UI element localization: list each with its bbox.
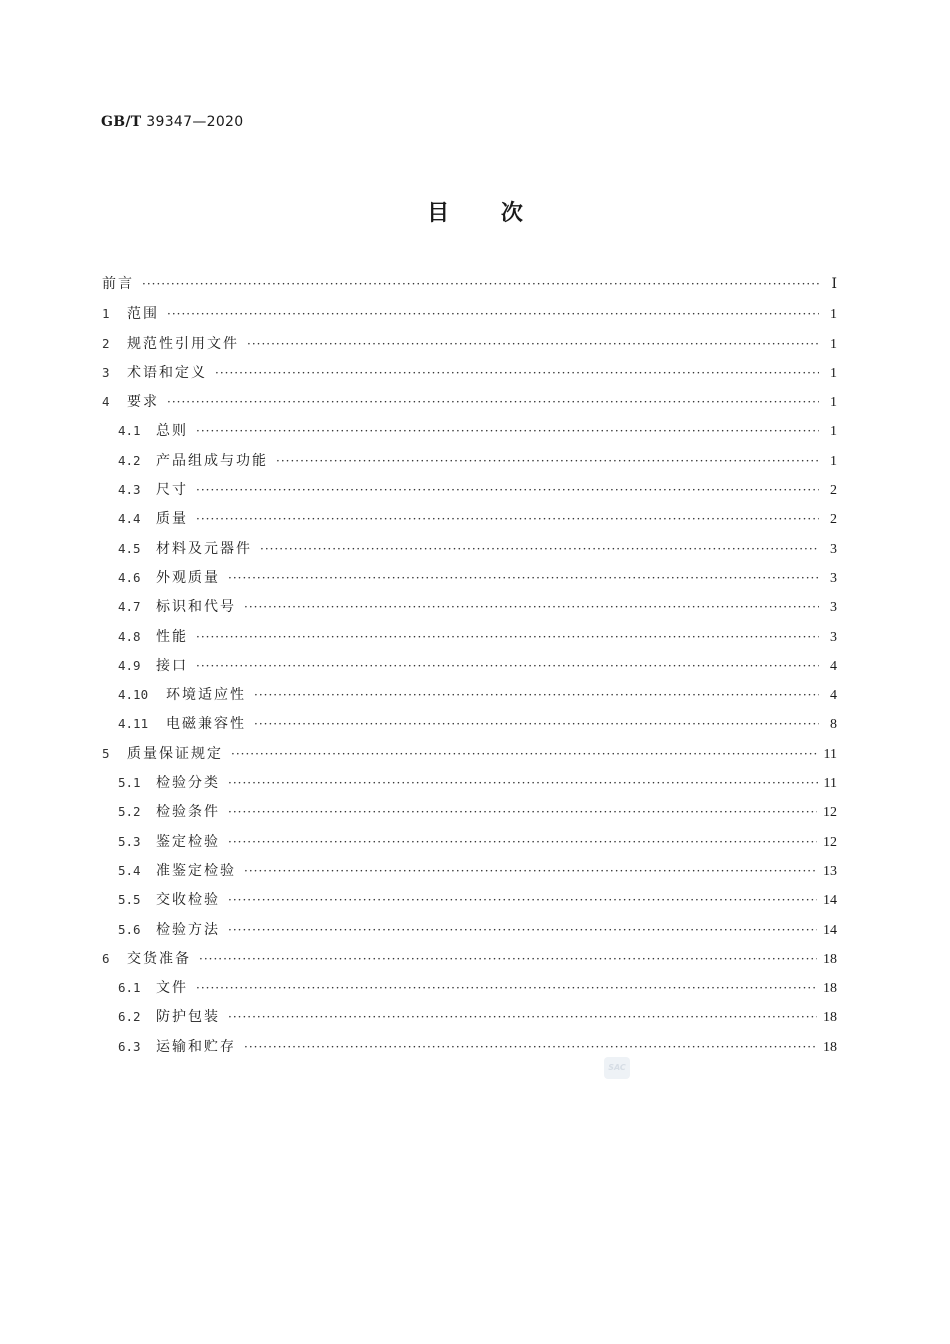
toc-entry-number: 4.10 (118, 687, 149, 703)
toc-entry-number: 4 (102, 394, 110, 410)
toc-entry-label: 准鉴定检验 (156, 862, 236, 879)
toc-entry-label: 材料及元器件 (156, 540, 252, 557)
toc-dot-leader (196, 476, 819, 505)
toc-entry-number: 5.6 (118, 921, 141, 937)
toc-entry-page: 12 (823, 805, 837, 821)
toc-entry-number: 4.3 (118, 482, 141, 498)
toc-dot-leader (228, 798, 817, 827)
toc-entry-label: 环境适应性 (166, 687, 246, 704)
toc-entry-number: 4.9 (118, 657, 141, 673)
toc-entry[interactable] (102, 680, 837, 709)
toc-dot-leader (276, 447, 819, 476)
toc-entry-label: 范围 (127, 306, 159, 323)
toc-entry[interactable] (102, 504, 837, 533)
toc-entry-number: 4.6 (118, 569, 141, 585)
toc-entry-label: 检验条件 (156, 804, 220, 821)
toc-entry-number: 5 (102, 745, 110, 761)
toc-entry-page: 18 (823, 1010, 837, 1026)
toc-dot-leader (244, 857, 817, 886)
toc-entry-number: 4.2 (118, 452, 141, 468)
toc-entry-number: 5.1 (118, 775, 141, 791)
toc-entry-number: 4.7 (118, 599, 141, 615)
toc-dot-leader (228, 828, 817, 857)
toc-entry-label: 电磁兼容性 (166, 716, 246, 733)
toc-entry-number: 1 (102, 306, 110, 322)
toc-entry[interactable] (102, 856, 837, 885)
toc-entry-number: 4.1 (118, 423, 141, 439)
toc-entry[interactable] (102, 973, 837, 1002)
toc-entry[interactable] (102, 651, 837, 680)
toc-entry-label: 文件 (156, 980, 188, 997)
toc-dot-leader (167, 300, 819, 329)
toc-entry-page: 14 (823, 893, 837, 909)
toc-entry-number: 4.4 (118, 511, 141, 527)
toc-entry[interactable] (102, 416, 837, 445)
toc-dot-leader (196, 505, 819, 534)
toc-entry-number: 6 (102, 950, 110, 966)
toc-entry-page: 8 (830, 717, 837, 733)
toc-entry-page: 18 (823, 1039, 837, 1055)
toc-dot-leader (244, 593, 819, 622)
toc-entry-page: 1 (830, 365, 837, 381)
toc-entry-label: 质量保证规定 (127, 745, 223, 762)
toc-entry-number: 4.5 (118, 540, 141, 556)
toc-entry[interactable] (102, 563, 837, 592)
toc-entry[interactable] (102, 797, 837, 826)
toc-dot-leader (196, 623, 819, 652)
toc-entry-number: 6.1 (118, 980, 141, 996)
toc-dot-leader (196, 974, 817, 1003)
toc-entry-page: 2 (830, 483, 837, 499)
toc-entry[interactable] (102, 592, 837, 621)
toc-entry-label: 性能 (156, 628, 188, 645)
toc-entry[interactable] (102, 534, 837, 563)
toc-entry-page: 18 (823, 951, 837, 967)
toc-entry-number: 5.4 (118, 862, 141, 878)
standard-code (101, 114, 243, 130)
toc-dot-leader (228, 1003, 817, 1032)
toc-entry-page: 2 (830, 512, 837, 528)
toc-entry-number: 3 (102, 364, 110, 380)
toc-entry-number: 6.3 (118, 1038, 141, 1054)
toc-entry-label: 尺寸 (156, 482, 188, 499)
toc-entry-label: 前言 (102, 276, 134, 292)
toc-entry-number: 4.11 (118, 716, 149, 732)
toc-entry[interactable] (102, 358, 837, 387)
toc-entry-label: 产品组成与功能 (156, 452, 268, 469)
toc-title: 目 次 (427, 201, 523, 226)
toc-entry-page: 1 (830, 424, 837, 440)
toc-entry[interactable] (102, 915, 837, 944)
toc-entry-page: 1 (830, 336, 837, 352)
toc-entry-label: 检验分类 (156, 775, 220, 792)
toc-entry-label: 标识和代号 (156, 599, 236, 616)
toc-entry[interactable] (102, 622, 837, 651)
toc-entry[interactable] (102, 944, 837, 973)
sac-watermark-logo: SAC (604, 1057, 630, 1079)
toc-entry-page: 13 (823, 863, 837, 879)
toc-dot-leader (228, 769, 818, 798)
toc-entry[interactable] (102, 299, 837, 328)
toc-entry-label: 防护包装 (156, 1009, 220, 1026)
toc-entry[interactable] (102, 739, 837, 768)
toc-entry-page: 3 (830, 541, 837, 557)
toc-entry-page: 1 (830, 307, 837, 323)
toc-entry[interactable] (102, 446, 837, 475)
toc-entry[interactable] (102, 768, 837, 797)
toc-entry-number: 5.2 (118, 804, 141, 820)
toc-entry[interactable] (102, 1002, 837, 1031)
toc-entry-label: 检验方法 (156, 921, 220, 938)
toc-entry-number: 2 (102, 335, 110, 351)
toc-entry-page: 3 (830, 600, 837, 616)
toc-entry-page: 4 (830, 658, 837, 674)
toc-dot-leader (228, 916, 817, 945)
toc-dot-leader (254, 681, 819, 710)
toc-dot-leader (228, 564, 819, 593)
toc-entry[interactable] (102, 709, 837, 738)
toc-dot-leader (247, 330, 819, 359)
toc-entry-page: 4 (830, 688, 837, 704)
toc-entry-page: 1 (830, 453, 837, 469)
toc-entry-page: 3 (830, 629, 837, 645)
toc-dot-leader (244, 1033, 817, 1062)
toc-entry-number: 6.2 (118, 1009, 141, 1025)
toc-entry-label: 运输和贮存 (156, 1038, 236, 1055)
toc-entry[interactable] (102, 1032, 837, 1061)
toc-entry-page: 11 (823, 776, 837, 792)
toc-entry-label: 术语和定义 (127, 364, 207, 381)
toc-entry[interactable] (102, 329, 837, 358)
table-of-contents (102, 270, 837, 1061)
toc-dot-leader (199, 945, 817, 974)
toc-entry-label: 交收检验 (156, 892, 220, 909)
toc-dot-leader (196, 652, 819, 681)
toc-entry[interactable] (102, 387, 837, 416)
toc-entry[interactable] (102, 827, 837, 856)
toc-entry-number: 5.3 (118, 833, 141, 849)
toc-entry[interactable] (102, 885, 837, 914)
toc-dot-leader (254, 710, 819, 739)
toc-entry-label: 接口 (156, 657, 188, 674)
toc-dot-leader (167, 388, 819, 417)
toc-entry-number: 5.5 (118, 892, 141, 908)
toc-entry[interactable] (102, 475, 837, 504)
toc-entry-page: 18 (823, 981, 837, 997)
toc-dot-leader (231, 740, 818, 769)
toc-entry-label: 规范性引用文件 (127, 335, 239, 352)
toc-entry-label: 鉴定检验 (156, 833, 220, 850)
toc-dot-leader (142, 270, 819, 299)
toc-entry-label: 交货准备 (127, 950, 191, 967)
toc-entry-number: 4.8 (118, 628, 141, 644)
toc-dot-leader (228, 886, 817, 915)
toc-entry-label: 外观质量 (156, 569, 220, 586)
toc-entry-page: 11 (823, 746, 837, 762)
standard-number: 39347—2020 (146, 114, 244, 130)
toc-dot-leader (215, 359, 819, 388)
toc-entry[interactable] (102, 270, 837, 299)
toc-entry-page: 3 (830, 570, 837, 586)
toc-entry-label: 质量 (156, 511, 188, 528)
toc-dot-leader (196, 417, 819, 446)
toc-entry-page: 1 (830, 395, 837, 411)
toc-entry-page: Ⅰ (831, 277, 837, 292)
toc-entry-page: 14 (823, 922, 837, 938)
toc-dot-leader (260, 535, 819, 564)
toc-entry-page: 12 (823, 834, 837, 850)
toc-entry-label: 要求 (127, 394, 159, 411)
toc-entry-label: 总则 (156, 423, 188, 440)
standard-prefix: GB/T (101, 114, 142, 130)
